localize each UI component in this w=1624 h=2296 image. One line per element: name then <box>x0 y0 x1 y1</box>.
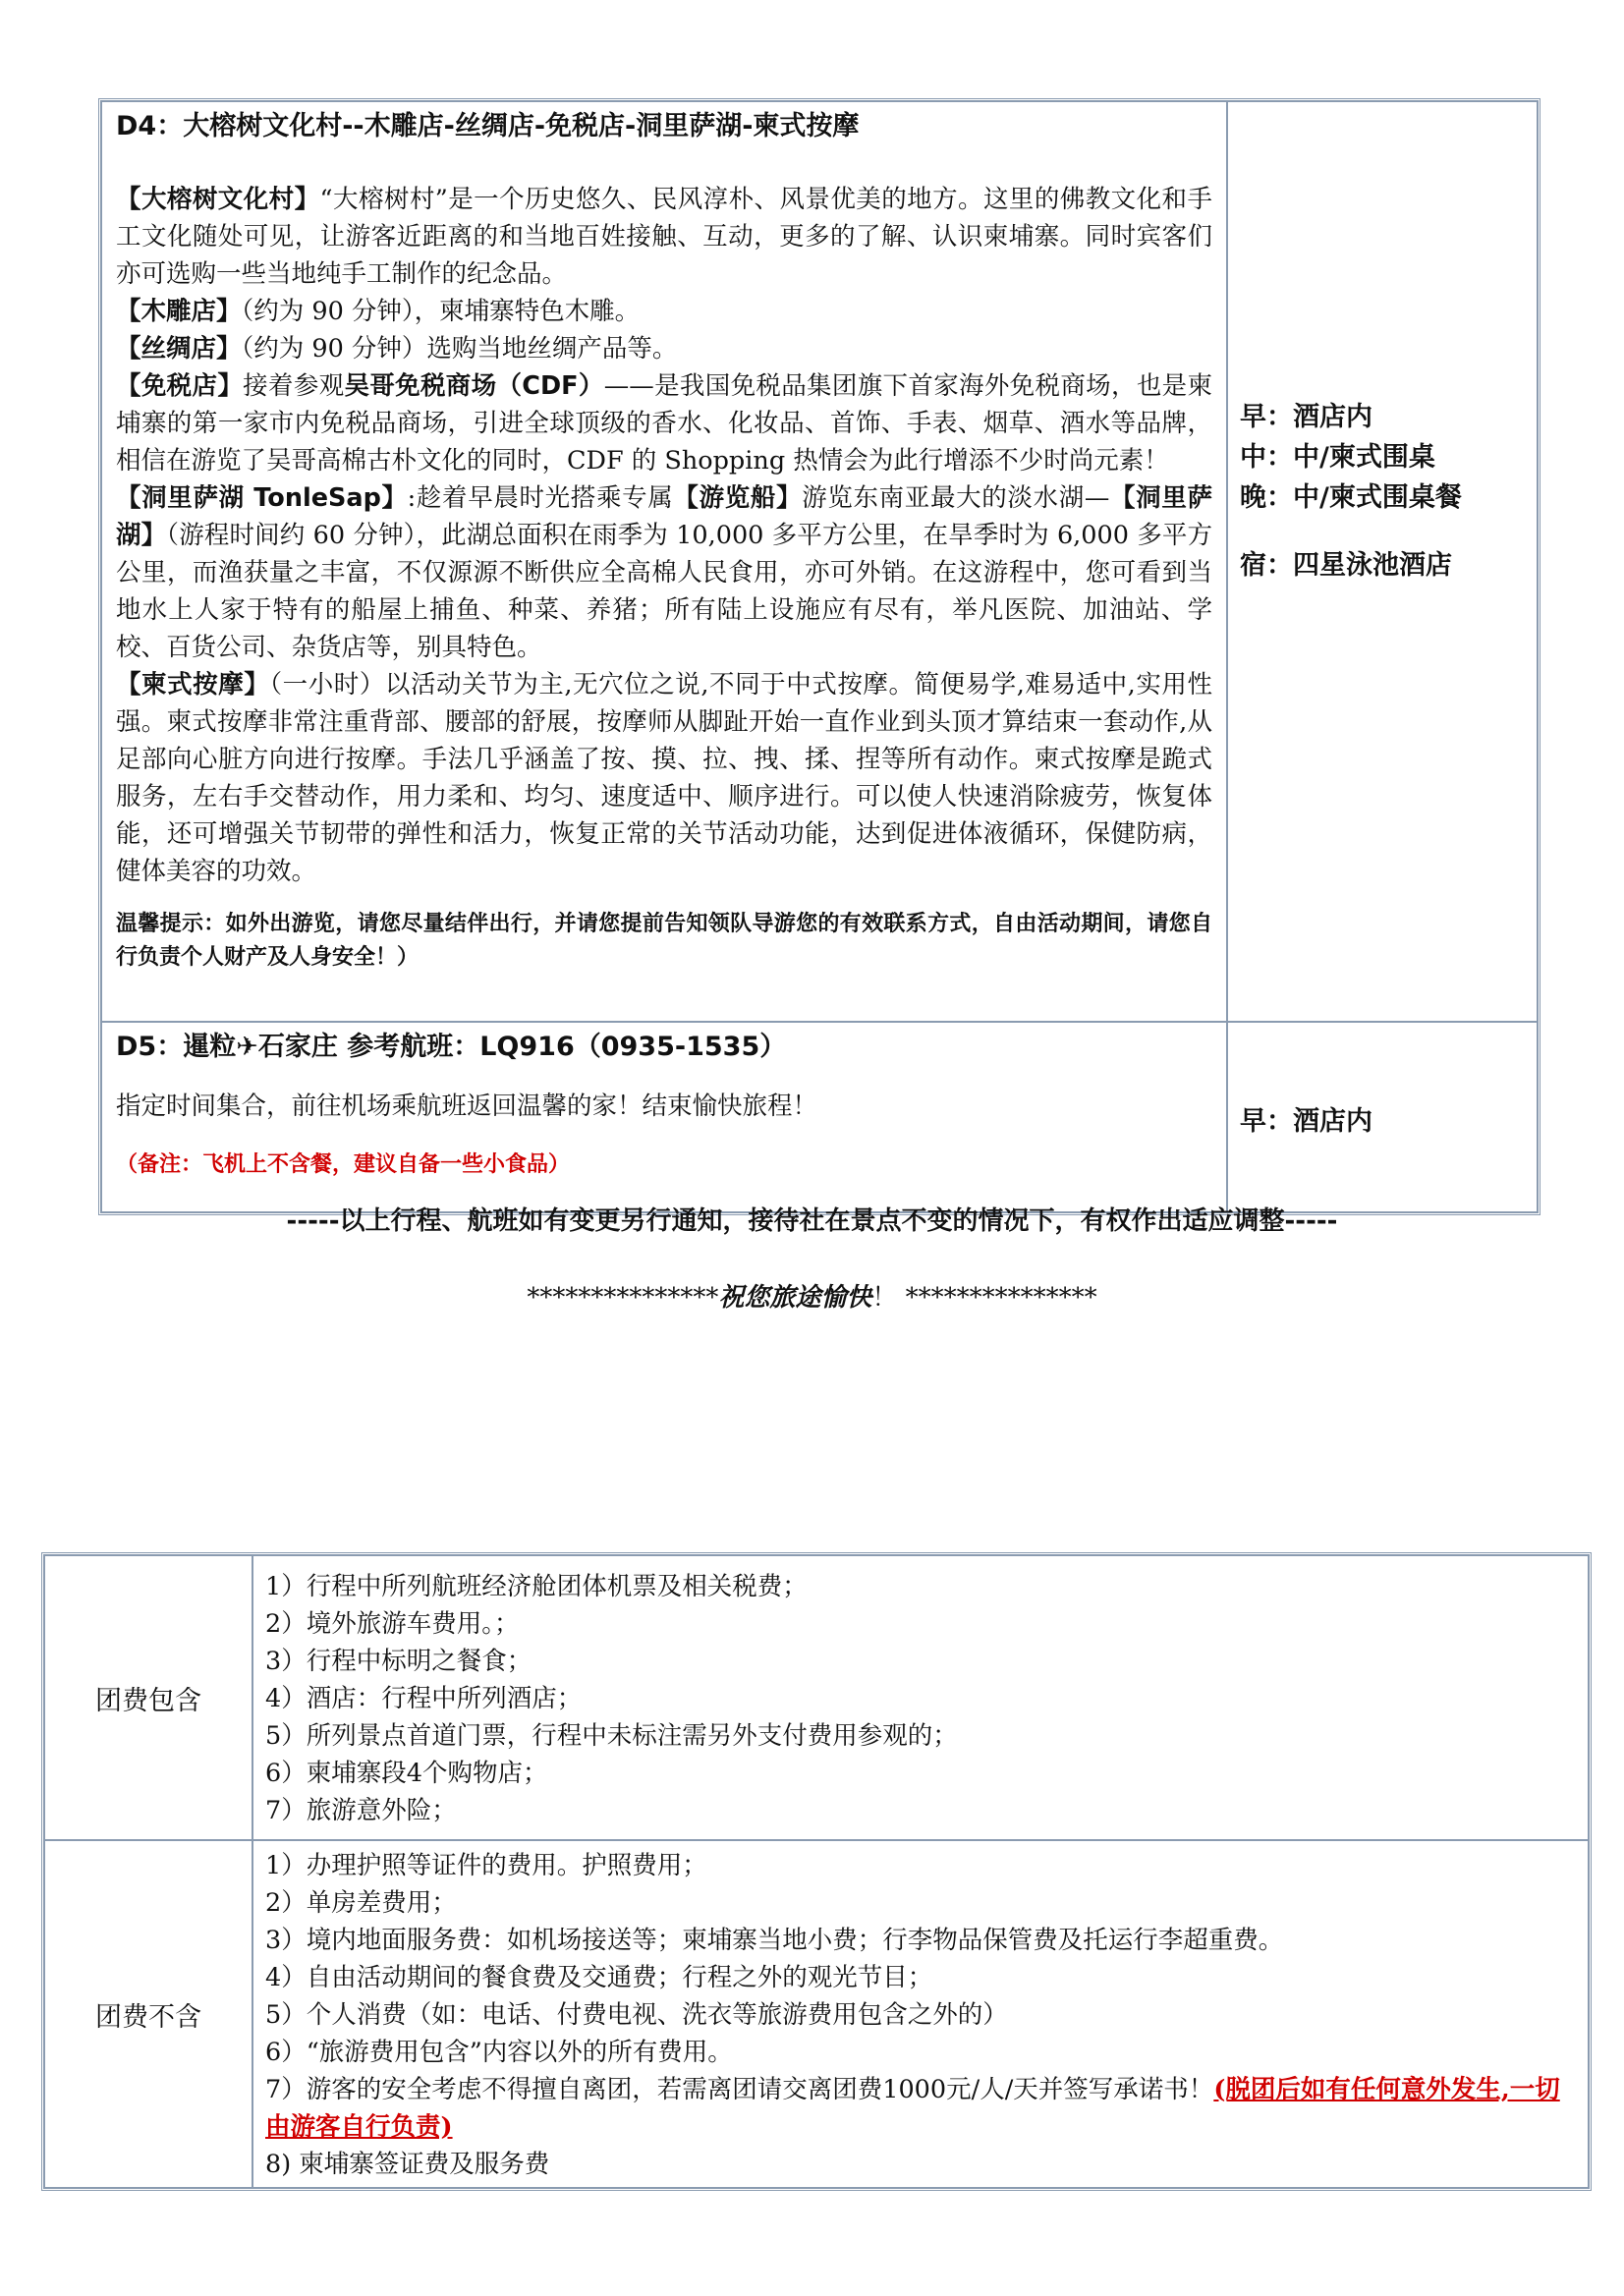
excluded-label: 团费不含 <box>44 1840 252 2188</box>
fee-table <box>41 1552 1592 2191</box>
day4-hotel: 宿：四星泳池酒店 <box>1240 550 1452 581</box>
day5-breakfast: 早：酒店内 <box>1240 1106 1372 1137</box>
day4-meals <box>1227 101 1538 1022</box>
list-item: 7）旅游意外险； <box>265 1796 457 1825</box>
excluded-row <box>44 1840 1589 2188</box>
day4-title: D4：大榕树文化村--木雕店-丝绸店-免税店-洞里萨湖-柬式按摩 <box>116 111 860 141</box>
day4-row <box>101 101 1538 1022</box>
list-item: 8) 柬埔寨签证费及服务费 <box>265 2150 550 2179</box>
change-notice: -----以上行程、航班如有变更另行通知，接待社在景点不变的情况下，有权作出适应调整----- <box>286 1206 1338 1236</box>
list-item: 1）行程中所列航班经济舱团体机票及相关税费； <box>265 1572 808 1601</box>
day4-paragraph-woodcarving: 【木雕店】（约为 90 分钟），柬埔寨特色木雕。 <box>116 297 641 326</box>
day4-paragraph-tonlesap: 【洞里萨湖 TonleSap】:趁着早晨时光搭乘专属【游览船】游览东南亚最大的淡水湖—【洞里萨湖】（游程时间约 60 分钟），此湖总面积在雨季为 10,000 多平方公里，在旱季时为 6,000 多平方公里，而渔获量之丰富，不仅源源不断供应全高棉人民食用，亦可外销。在这游程中，您可看到当地水上人家于特有的船屋上捕鱼、种菜、养猪；所有陆上设施应有尽有，举凡医院、加油站、学校、百货公司、杂货店等，别具特色。 <box>116 483 1212 662</box>
list-item: 6）“旅游费用包含”内容以外的所有费用。 <box>265 2038 733 2067</box>
itinerary-table <box>98 98 1540 1215</box>
day4-dinner: 晚：中/柬式围桌餐 <box>1240 482 1462 513</box>
day5-title: D5：暹粒✈石家庄 参考航班：LQ916（0935-1535） <box>116 1032 787 1062</box>
day4-content <box>101 101 1227 1022</box>
list-item: 3）境内地面服务费：如机场接送等；柬埔寨当地小费；行李物品保管费及托运行李超重费。 <box>265 1926 1284 1955</box>
list-item: 5）所列景点首道门票，行程中未标注需另外支付费用参观的； <box>265 1721 958 1751</box>
wishes-line: ***************祝您旅途愉快！ *************** <box>527 1283 1097 1313</box>
day4-paragraph-silk: 【丝绸店】（约为 90 分钟）选购当地丝绸产品等。 <box>116 334 678 364</box>
list-item: 2）境外旅游车费用。； <box>265 1609 520 1639</box>
included-label: 团费包含 <box>44 1555 252 1840</box>
day4-lunch: 中：中/柬式围桌 <box>1240 442 1435 473</box>
list-item: 3）行程中标明之餐食； <box>265 1647 532 1676</box>
day5-text: 指定时间集合，前往机场乘航班返回温馨的家！结束愉快旅程！ <box>116 1092 818 1121</box>
day5-content <box>101 1022 1227 1212</box>
list-item: 4）自由活动期间的餐食费及交通费；行程之外的观光节目； <box>265 1963 933 1992</box>
list-item: 6）柬埔寨段4个购物店； <box>265 1759 548 1788</box>
day4-tip: 温馨提示：如外出游览，请您尽量结伴出行，并请您提前告知领队导游您的有效联系方式，自由活动期间，请您自行负责个人财产及人身安全！） <box>116 912 1212 970</box>
day5-note: （备注：飞机上不含餐，建议自备一些小食品） <box>116 1152 571 1177</box>
included-row <box>44 1555 1589 1840</box>
list-item: 2）单房差费用； <box>265 1888 457 1918</box>
day5-row <box>101 1022 1538 1212</box>
day4-paragraph-banyan: 【大榕树文化村】“大榕树村”是一个历史悠久、民风淳朴、风景优美的地方。这里的佛教文化和手工文化随处可见，让游客近距离的和当地百姓接触、互动，更多的了解、认识柬埔寨。同时宾客们亦可选购一些当地纯手工制作的纪念品。 <box>116 185 1212 289</box>
list-item: 4）酒店：行程中所列酒店； <box>265 1684 583 1713</box>
list-item: 5）个人消费（如：电话、付费电视、洗衣等旅游费用包含之外的） <box>265 2000 1008 2030</box>
day4-breakfast: 早：酒店内 <box>1240 402 1372 432</box>
list-item: 1）办理护照等证件的费用。护照费用； <box>265 1851 707 1880</box>
day4-paragraph-dutyfree: 【免税店】接着参观吴哥免税商场（CDF）——是我国免税品集团旗下首家海外免税商场，也是柬埔寨的第一家市内免税品商场，引进全球顶级的香水、化妆品、首饰、手表、烟草、酒水等品牌，相信在游览了吴哥高棉古朴文化的同时，CDF 的 Shopping 热情会为此行增添不少时尚元素！ <box>116 371 1212 476</box>
list-item: 7）游客的安全考虑不得擅自离团，若需离团请交离团费1000元/人/天并签写承诺书！(脱团后如有任何意外发生,一切由游客自行负责) <box>265 2075 1560 2142</box>
included-list <box>252 1555 1589 1840</box>
excluded-list <box>252 1840 1589 2188</box>
day5-meals <box>1227 1022 1538 1212</box>
day4-paragraph-massage: 【柬式按摩】（一小时）以活动关节为主,无穴位之说,不同于中式按摩。简便易学,难易适中,实用性强。柬式按摩非常注重背部、腰部的舒展，按摩师从脚趾开始一直作业到头顶才算结束一套动作,从足部向心脏方向进行按摩。手法几乎涵盖了按、摸、拉、拽、揉、捏等所有动作。柬式按摩是跪式服务，左右手交替动作，用力柔和、均匀、速度适中、顺序进行。可以使人快速消除疲劳，恢复体能，还可增强关节韧带的弹性和活力，恢复正常的关节活动功能，达到促进体液循环，保健防病，健体美容的功效。 <box>116 670 1212 886</box>
